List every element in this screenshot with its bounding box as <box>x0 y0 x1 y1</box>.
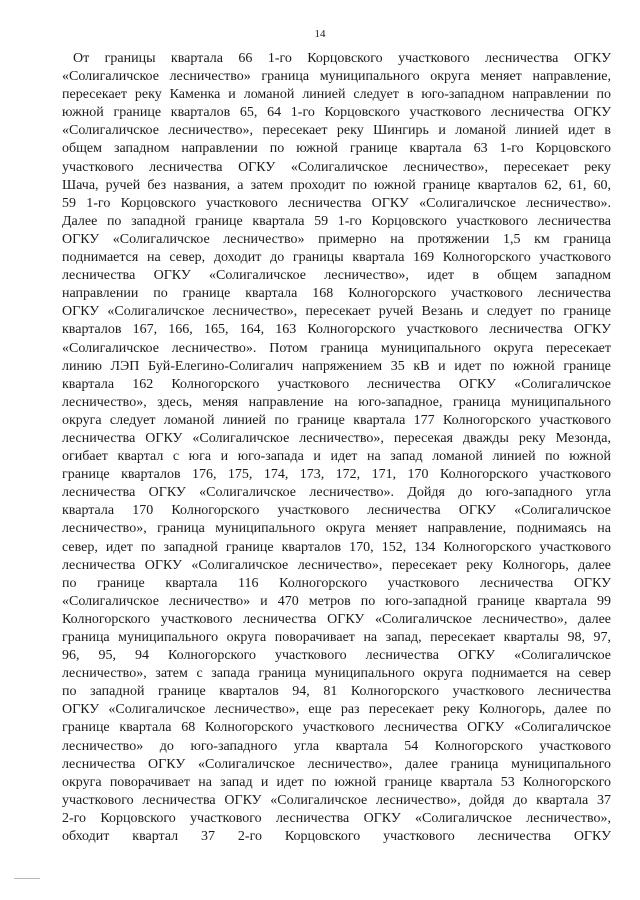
text-line: по западной границе кварталов 94, 81 Колногорского участкового лесничества <box>62 684 611 700</box>
text-line: Далее по западной границе квартала 59 1-го Корцовского участкового лесничества <box>62 213 611 229</box>
text-line: по границе квартала 116 Колногорского участкового лесничества ОГКУ <box>62 575 611 591</box>
text-line: огибает квартал с юга и юго-запада и идет на запад ломаной линией по южной <box>62 449 611 465</box>
text-line: «Солигаличское лесничество», пересекает реку Шингирь и ломаной линией идет в <box>62 123 611 139</box>
text-line: обходит квартал 37 2-го Корцовского участкового лесничества ОГКУ <box>62 829 611 845</box>
text-line: поднимается на север, доходит до границы квартала 169 Колногорского участкового <box>62 250 611 266</box>
text-line: участкового лесничества ОГКУ «Солигаличское лесничество», пересекает реку <box>62 159 611 175</box>
text-line: округа поворачивает на запад и идет по южной границе квартала 53 Колногорского <box>62 774 611 790</box>
text-line: линию ЛЭП Буй-Елегино-Солигалич напряжением 35 кВ и идет по южной границе <box>62 358 611 374</box>
text-line: 96, 95, 94 Колногорского участкового лесничества ОГКУ «Солигаличское <box>62 648 611 664</box>
text-line: лесничества ОГКУ «Солигаличское лесничество». Дойдя до юго-западного угла <box>62 485 611 501</box>
text-line: границе кварталов 176, 175, 174, 173, 172, 171, 170 Колногорского участкового <box>62 467 611 483</box>
text-line: квартала 170 Колногорского участкового лесничества ОГКУ «Солигаличское <box>62 503 611 519</box>
text-line: ОГКУ «Солигаличское лесничество», еще раз пересекает реку Колногорь, далее по <box>62 702 611 718</box>
text-line: границе квартала 68 Колногорского участкового лесничества ОГКУ «Солигаличское <box>62 720 611 736</box>
text-line: квартала 162 Колногорского участкового лесничества ОГКУ «Солигаличское <box>62 376 611 392</box>
text-line: лесничество», граница муниципального округа меняет направление, поднимаясь на <box>62 521 611 537</box>
text-line: От границы квартала 66 1-го Корцовского участкового лесничества ОГКУ <box>73 51 611 66</box>
text-line: лесничества ОГКУ «Солигаличское лесничество», пересекает реку Колногорь, далее <box>62 557 611 573</box>
text-line: 2-го Корцовского участкового лесничества ОГКУ «Солигаличское лесничество», <box>62 810 611 826</box>
document-body-text <box>62 50 611 846</box>
text-line: «Солигаличское лесничество». Потом граница муниципального округа пересекает <box>62 340 611 356</box>
text-line: общем западном направлении по южной границе квартала 63 1-го Корцовского <box>62 141 611 157</box>
text-line: округа следует ломаной линией по границе квартала 177 Колногорского участкового <box>62 412 611 428</box>
text-line: север, идет по западной границе кварталов 170, 152, 134 Колногорского участкового <box>62 539 611 555</box>
text-line: граница муниципального округа поворачивает на запад, пересекает кварталы 98, 97, <box>62 630 611 645</box>
text-line: лесничества ОГКУ «Солигаличское лесничество», пересекая дважды реку Мезонда, <box>62 430 611 446</box>
text-line: «Солигаличское лесничество» граница муниципального округа меняет направление, <box>62 69 611 85</box>
text-line: лесничества ОГКУ «Солигаличское лесничество», идет в общем западном <box>62 268 611 284</box>
text-line: участкового лесничества ОГКУ «Солигаличское лесничество», дойдя до квартала 37 <box>62 792 611 808</box>
text-line: Колногорского участкового лесничества ОГКУ «Солигаличское лесничество», далее <box>62 611 611 627</box>
text-line: лесничество», здесь, меняя направление на юго-западное, граница муниципального <box>62 394 611 410</box>
text-line: ОГКУ «Солигаличское лесничество» примерно на протяжении 1,5 км граница <box>62 231 611 247</box>
text-line: ОГКУ «Солигаличское лесничество», пересекает ручей Везань и следует по границе <box>62 304 611 320</box>
text-line: 59 1-го Корцовского участкового лесничества ОГКУ «Солигаличское лесничество». <box>62 195 611 211</box>
text-line: лесничество» до юго-западного угла квартала 54 Колногорского участкового <box>62 738 611 754</box>
text-line: кварталов 167, 166, 165, 164, 163 Колногорского участкового лесничества ОГКУ <box>62 322 611 338</box>
page-number: 14 <box>314 28 326 40</box>
text-line: «Солигаличское лесничество» и 470 метров по юго-западной границе квартала 99 <box>62 593 611 609</box>
text-line: пересекает реку Каменка и ломаной линией следует в юго-западном направлении по <box>62 87 611 103</box>
text-line: южной границе кварталов 65, 64 1-го Корцовского участкового лесничества ОГКУ <box>62 105 611 121</box>
footer-rule <box>14 878 40 879</box>
text-line: лесничество», затем с запада граница муниципального округа поднимается на север <box>62 666 611 682</box>
text-line: направлении по границе квартала 168 Колногорского участкового лесничества <box>62 286 611 302</box>
text-line: Шача, ручей без названия, а затем проходит по южной границе кварталов 62, 61, 60, <box>62 177 611 193</box>
text-line: лесничества ОГКУ «Солигаличское лесничество», далее граница муниципального <box>62 756 611 772</box>
